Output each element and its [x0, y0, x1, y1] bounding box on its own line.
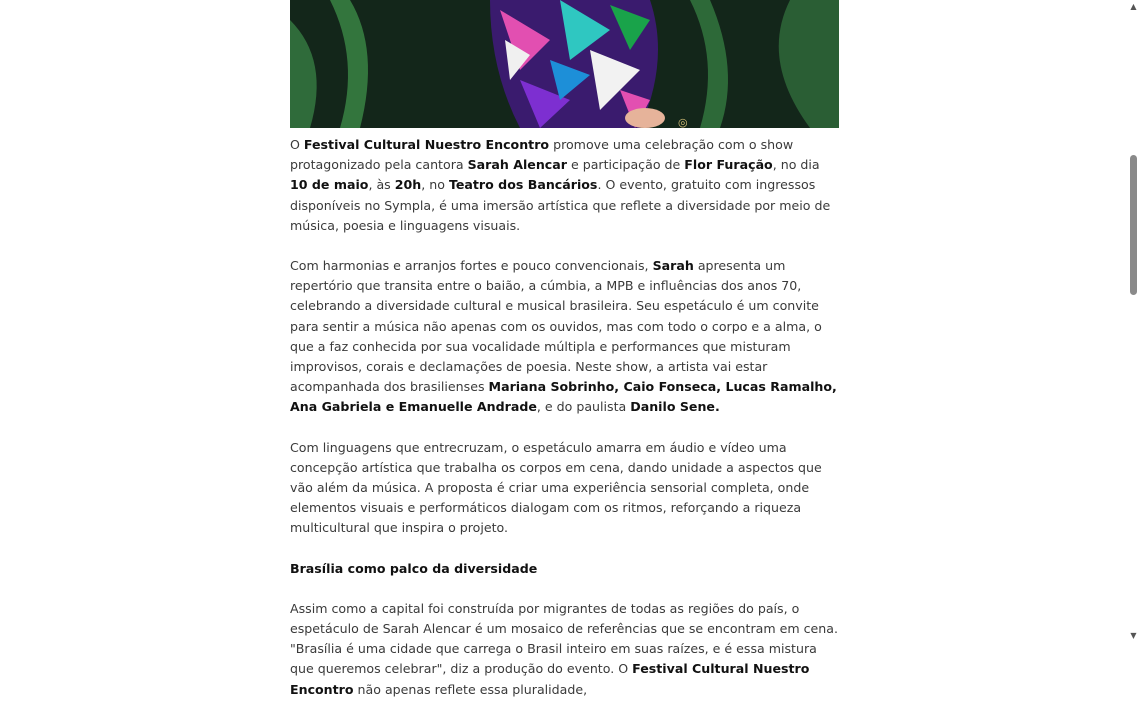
- scroll-thumb[interactable]: [1130, 155, 1137, 295]
- section-heading: Brasília como palco da diversidade: [290, 560, 538, 576]
- article-body: [290, 135, 839, 720]
- vertical-scrollbar[interactable]: [1126, 0, 1141, 642]
- hero-image: [290, 0, 839, 128]
- paragraph-languages: Com linguagens que entrecruzam, o espetáculo amarra em áudio e vídeo uma concepção artística que trabalha os corpos em cena, dando unidade a aspectos que vão além da música. A proposta é criar uma experiência sensorial completa, onde elementos visuais e performáticos dialogam com os ritmos, reforçando a riqueza multicultural que inspira o projeto.: [290, 439, 822, 536]
- svg-text:◎: ◎: [678, 116, 688, 128]
- scroll-up-arrow-icon[interactable]: ▲: [1130, 2, 1137, 11]
- hero-illustration: [290, 0, 839, 128]
- paragraph-brasilia: Assim como a capital foi construída por migrantes de todas as regiões do país, o espetáculo de Sarah Alencar é um mosaico de referências que se encontram em cena. "Brasília é uma cidade que carrega o Brasil inteiro em suas raízes, e é essa mistura que queremos celebrar", diz a produção do evento. O Festival Cultural Nuestro Encontro não apenas reflete essa pluralidade,: [290, 600, 838, 697]
- paragraph-repertoire: Com harmonias e arranjos fortes e pouco convencionais, Sarah apresenta um repertório que transita entre o baião, a cúmbia, a MPB e influências dos anos 70, celebrando a diversidade cultural e musical brasileira. Seu espetáculo é um convite para sentir a música não apenas com os ouvidos, mas com todo o corpo e a alma, o que a faz conhecida por sua vocalidade múltipla e performances que misturam improvisos, corais e declamações de poesia. Neste show, a artista vai estar acompanhada dos brasilienses Mariana Sobrinho, Caio Fonseca, Lucas Ramalho, Ana Gabriela e Emanuelle Andrade, e do paulista Danilo Sene.: [290, 258, 837, 415]
- paragraph-intro: O Festival Cultural Nuestro Encontro promove uma celebração com o show protagonizado pela cantora Sarah Alencar e participação de Flor Furação, no dia 10 de maio, às 20h, no Teatro dos Bancários. O evento, gratuito com ingressos disponíveis no Sympla, é uma imersão artística que reflete a diversidade por meio de música, poesia e linguagens visuais.: [290, 137, 831, 233]
- scroll-down-arrow-icon[interactable]: ▼: [1130, 631, 1137, 640]
